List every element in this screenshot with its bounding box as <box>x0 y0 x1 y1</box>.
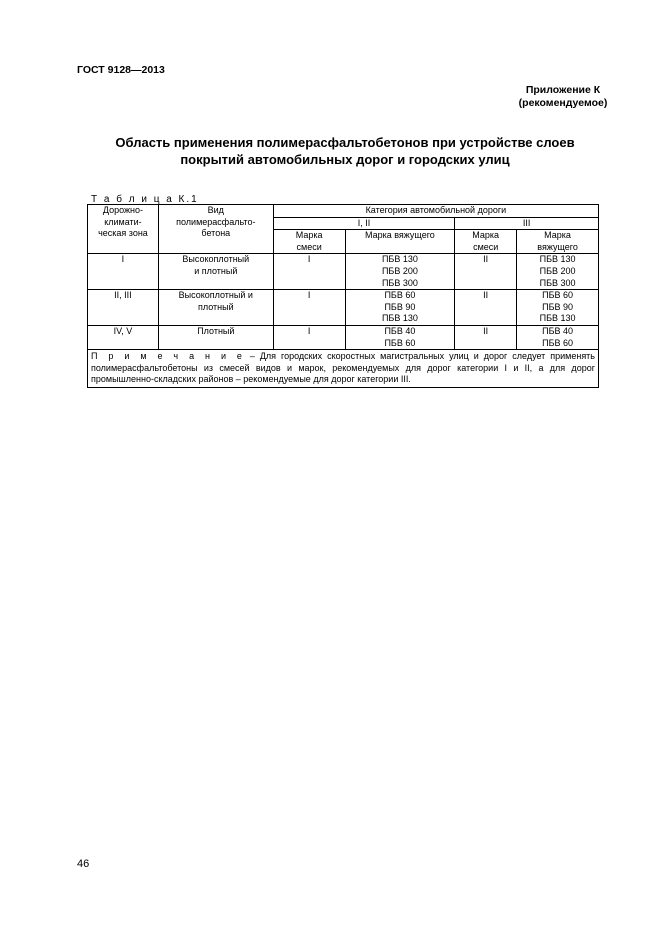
table-note <box>88 350 599 388</box>
cell-mix-3: II <box>455 254 517 290</box>
appendix-header <box>0 84 628 110</box>
cell-binder-3: ПБВ 130 ПБВ 200 ПБВ 300 <box>517 254 599 290</box>
cell-mix-3: II <box>455 290 517 326</box>
note-label: П р и м е ч а н и е <box>91 351 245 362</box>
header-category: Категория автомобильной дороги <box>273 205 598 218</box>
page-number: 46 <box>77 858 90 870</box>
table-row <box>88 290 599 326</box>
table-header-row <box>88 205 599 218</box>
cell-type: Плотный <box>158 325 273 349</box>
cell-binder-1-2: ПБВ 60 ПБВ 90 ПБВ 130 <box>345 290 455 326</box>
cell-mix-1-2: I <box>273 325 345 349</box>
appendix-title: Приложение К <box>525 84 601 96</box>
table-caption: Т а б л и ц а К.1 <box>91 194 199 205</box>
cell-binder-1-2: ПБВ 40 ПБВ 60 <box>345 325 455 349</box>
header-mix-3: Марка смеси <box>455 230 517 254</box>
cell-mix-1-2: I <box>273 290 345 326</box>
header-binder-3: Марка вяжущего <box>517 230 599 254</box>
section-heading <box>90 134 600 168</box>
cell-mix-3: II <box>455 325 517 349</box>
cell-binder-1-2: ПБВ 130 ПБВ 200 ПБВ 300 <box>345 254 455 290</box>
header-category-3: III <box>455 217 599 230</box>
header-mix-1-2: Марка смеси <box>273 230 345 254</box>
cell-binder-3: ПБВ 40 ПБВ 60 <box>517 325 599 349</box>
cell-binder-3: ПБВ 60 ПБВ 90 ПБВ 130 <box>517 290 599 326</box>
table-row <box>88 254 599 290</box>
header-category-1-2: I, II <box>273 217 455 230</box>
header-type: Вид полимерасфальто- бетона <box>158 205 273 254</box>
header-binder-1-2: Марка вяжущего <box>345 230 455 254</box>
header-zone: Дорожно- климати- ческая зона <box>88 205 159 254</box>
heading-line-2: покрытий автомобильных дорог и городских улиц <box>180 152 510 167</box>
cell-type: Высокоплотный и плотный <box>158 290 273 326</box>
table-note-row <box>88 350 599 388</box>
table-row <box>88 325 599 349</box>
appendix-status: (рекомендуемое) <box>518 97 608 109</box>
cell-zone: II, III <box>88 290 159 326</box>
cell-zone: I <box>88 254 159 290</box>
note-text: – Для городских скоростных магистральных улиц и дорог следует применять полимерасфальтобетоны из смесей видов и марок, рекомендуемых для дорог категории I и II, а для дорог промышленно-складских районов – рекомендуемые для дорог категории III. <box>91 351 595 385</box>
cell-mix-1-2: I <box>273 254 345 290</box>
standard-number: ГОСТ 9128—2013 <box>77 64 165 76</box>
cell-zone: IV, V <box>88 325 159 349</box>
table-k1 <box>87 204 599 388</box>
cell-type: Высокоплотный и плотный <box>158 254 273 290</box>
heading-line-1: Область применения полимерасфальтобетонов при устройстве слоев <box>115 135 575 150</box>
